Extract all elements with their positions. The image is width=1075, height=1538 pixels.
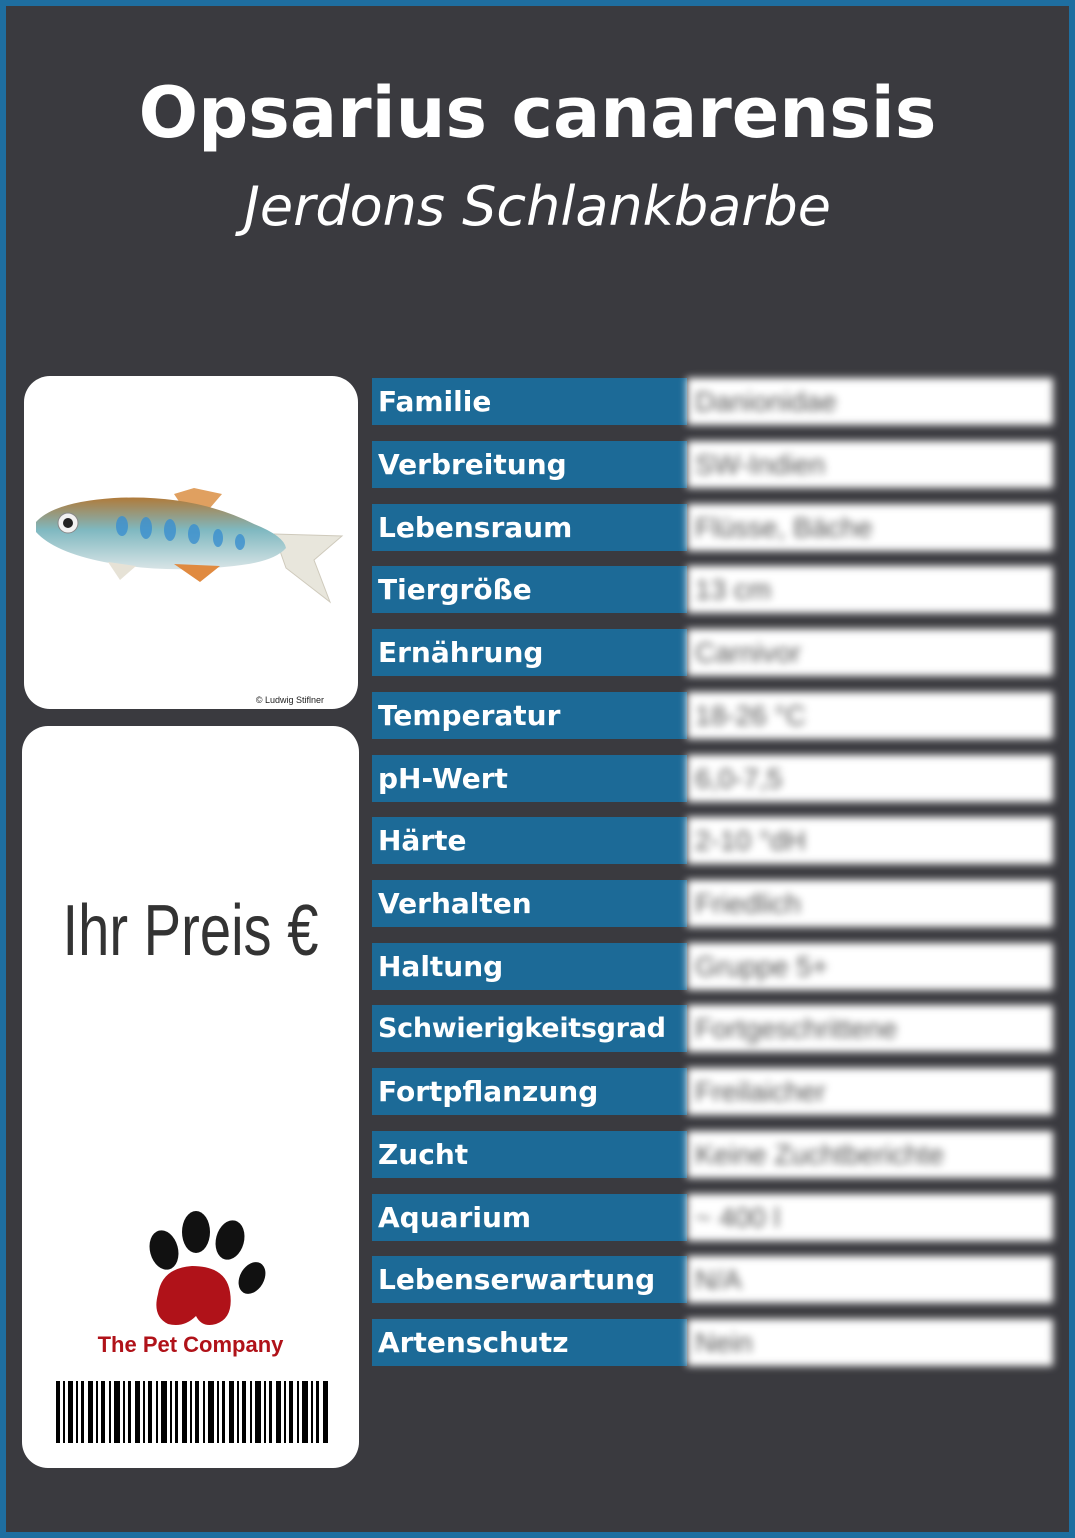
fact-value: SW-Indien [687,441,1053,488]
fact-value: Flüsse, Bäche [687,504,1053,551]
paw-logo-icon [134,1208,274,1338]
table-row [372,1131,1053,1178]
fact-label: Fortpflanzung [372,1068,687,1115]
table-row [372,755,1053,802]
price-label: Ihr Preis € [62,891,319,971]
table-row [372,504,1053,551]
fact-value: Friedlich [687,880,1053,927]
table-row [372,1256,1053,1303]
fact-label: Tiergröße [372,566,687,613]
fact-label: Ernährung [372,629,687,676]
table-row [372,566,1053,613]
fact-label: Haltung [372,943,687,990]
barcode-icon [56,1381,332,1443]
fact-value: 6,0-7,5 [687,755,1053,802]
table-row [372,1005,1053,1052]
fact-value: Gruppe 5+ [687,943,1053,990]
fact-label: Temperatur [372,692,687,739]
fact-label: Lebenserwartung [372,1256,687,1303]
fish-image [24,376,358,709]
fact-value: Freilaicher [687,1068,1053,1115]
table-row [372,1319,1053,1366]
fact-value: Fortgeschrittene [687,1005,1053,1052]
table-row [372,692,1053,739]
photo-credit: © Ludwig Stiflner [255,695,324,705]
table-row [372,1068,1053,1115]
page-title: Opsarius canarensis [138,72,937,154]
fact-label: pH-Wert [372,755,687,802]
fact-label: Aquarium [372,1194,687,1241]
fact-label: Zucht [372,1131,687,1178]
fact-label: Familie [372,378,687,425]
price-panel [22,726,359,1468]
fact-label: Verbreitung [372,441,687,488]
fact-value: Nein [687,1319,1053,1366]
fact-value: N/A [687,1256,1053,1303]
fact-value: 18-26 °C [687,692,1053,739]
table-row [372,817,1053,864]
brand-name: The Pet Company [97,1332,284,1357]
fact-value: ~ 400 l [687,1194,1053,1241]
fact-label: Lebensraum [372,504,687,551]
photo-panel [24,376,358,709]
fact-value: Carnivor [687,629,1053,676]
table-row [372,943,1053,990]
fact-label: Schwierigkeitsgrad [372,1005,687,1052]
fact-label: Härte [372,817,687,864]
fact-label: Artenschutz [372,1319,687,1366]
table-row [372,880,1053,927]
table-row [372,629,1053,676]
table-row [372,441,1053,488]
table-row [372,378,1053,425]
fact-value: 13 cm [687,566,1053,613]
table-row [372,1194,1053,1241]
page-subtitle: Jerdons Schlankbarbe [243,175,832,238]
fact-value: Keine Zuchtberichte [687,1131,1053,1178]
fact-value: Danionidae [687,378,1053,425]
fact-value: 2-10 °dH [687,817,1053,864]
fact-label: Verhalten [372,880,687,927]
